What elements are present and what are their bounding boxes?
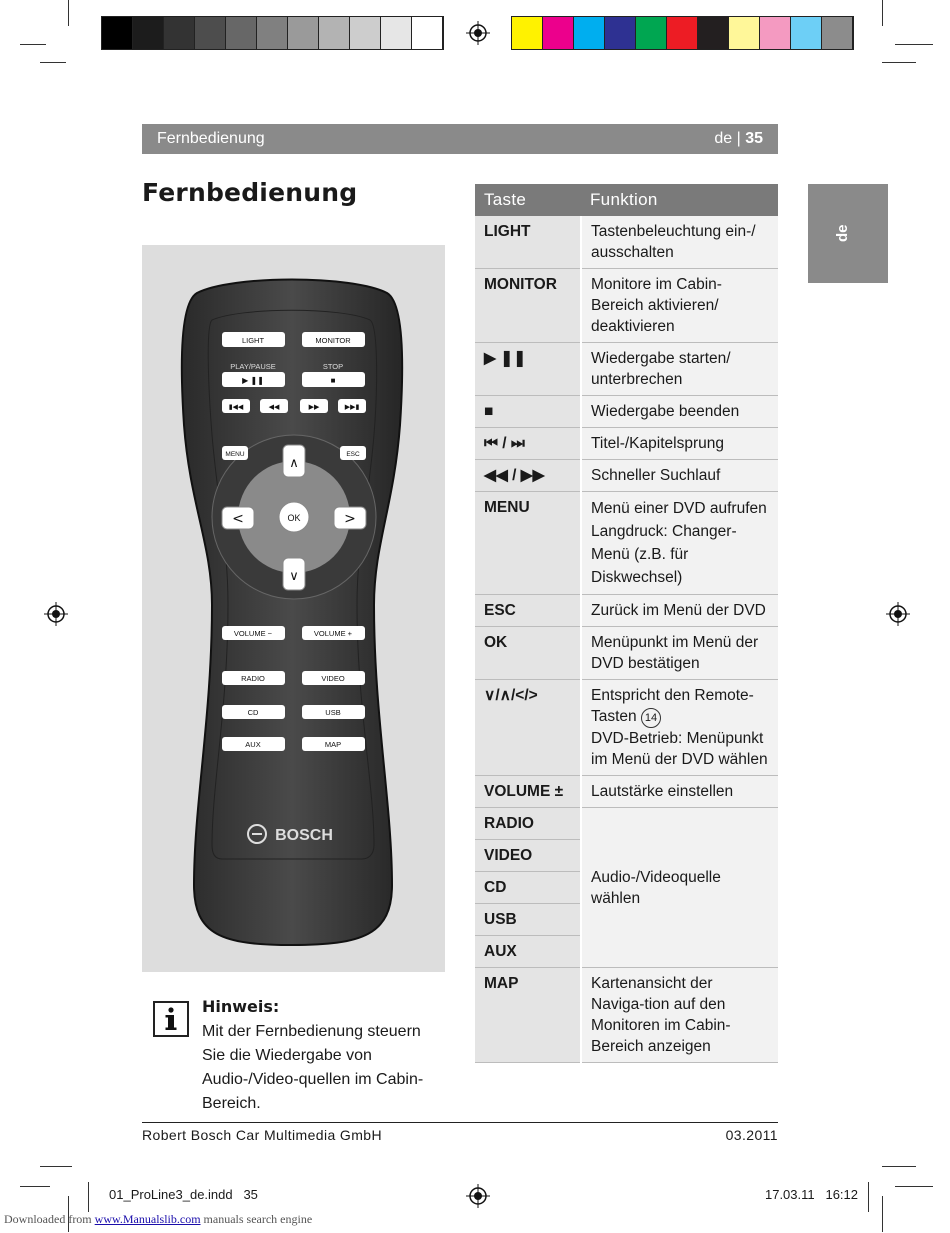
page-title: Fernbedienung bbox=[142, 178, 358, 207]
key-cell: ◀◀ / ▶▶ bbox=[475, 460, 581, 492]
key-cell: OK bbox=[475, 627, 581, 680]
table-row bbox=[475, 216, 778, 269]
arrows-func-b: DVD-Betrieb: Menüpunkt im Menü der DVD wählen bbox=[591, 730, 768, 768]
key-cell: LIGHT bbox=[475, 216, 581, 269]
function-cell: Wiedergabe starten/ unterbrechen bbox=[581, 343, 778, 396]
reference-number: 14 bbox=[641, 708, 661, 728]
remote-vol-minus: VOLUME − bbox=[233, 629, 273, 638]
function-cell: Monitore im Cabin-Bereich aktivieren/ deaktivieren bbox=[581, 269, 778, 343]
grayscale-swatch bbox=[350, 17, 381, 49]
key-cell: USB bbox=[475, 904, 581, 936]
crop-mark bbox=[40, 62, 66, 63]
function-cell: Kartenansicht der Naviga-tion auf den Monitoren im Cabin-Bereich anzeigen bbox=[581, 968, 778, 1063]
crop-mark bbox=[868, 1182, 869, 1212]
grayscale-swatch bbox=[164, 17, 195, 49]
function-cell: Lautstärke einstellen bbox=[581, 776, 778, 808]
remote-ff-glyph: ▶▶ bbox=[308, 404, 320, 411]
registration-mark-icon bbox=[466, 21, 490, 45]
arrows-func-a-text: Entspricht den Remote-Tasten bbox=[591, 687, 754, 725]
grayscale-swatch bbox=[319, 17, 350, 49]
process-swatch bbox=[574, 17, 605, 49]
grayscale-swatch bbox=[288, 17, 319, 49]
table-row bbox=[475, 808, 778, 840]
grayscale-swatch bbox=[102, 17, 133, 49]
grayscale-color-bar bbox=[101, 16, 444, 50]
grayscale-swatch bbox=[226, 17, 257, 49]
crop-mark bbox=[882, 1166, 916, 1167]
crop-mark bbox=[20, 44, 46, 45]
process-swatch bbox=[667, 17, 698, 49]
function-cell bbox=[581, 680, 778, 776]
remote-vol-plus: VOLUME + bbox=[313, 629, 353, 638]
remote-cd: CD bbox=[247, 708, 259, 717]
key-cell: VOLUME ± bbox=[475, 776, 581, 808]
function-cell: Audio-/Videoquelle wählen bbox=[581, 808, 778, 968]
crop-mark bbox=[882, 62, 916, 63]
grayscale-swatch bbox=[257, 17, 288, 49]
function-cell: Schneller Suchlauf bbox=[581, 460, 778, 492]
function-cell: Zurück im Menü der DVD bbox=[581, 595, 778, 627]
info-icon bbox=[153, 1001, 189, 1037]
remote-brand: BOSCH bbox=[275, 827, 333, 844]
grayscale-swatch bbox=[195, 17, 226, 49]
dpad-right-glyph: > bbox=[344, 511, 356, 527]
dpad-left-glyph: < bbox=[232, 511, 244, 527]
remote-esc: ESC bbox=[346, 451, 360, 458]
key-cell: RADIO bbox=[475, 808, 581, 840]
table-row bbox=[475, 343, 778, 396]
key-cell: ▶ ❚❚ bbox=[475, 343, 581, 396]
watermark-link[interactable]: www.Manualslib.com bbox=[94, 1212, 201, 1226]
key-cell: CD bbox=[475, 872, 581, 904]
watermark bbox=[4, 1212, 312, 1227]
remote-play-label: PLAY/PAUSE bbox=[230, 362, 276, 371]
registration-mark-icon bbox=[886, 602, 910, 626]
grayscale-swatch bbox=[412, 17, 443, 49]
function-cell: Titel-/Kapitelsprung bbox=[581, 428, 778, 460]
key-cell: AUX bbox=[475, 936, 581, 968]
key-cell: VIDEO bbox=[475, 840, 581, 872]
process-swatch bbox=[729, 17, 760, 49]
table-row bbox=[475, 396, 778, 428]
slug-timestamp: 17.03.11 16:12 bbox=[764, 1187, 858, 1202]
col-header-key: Taste bbox=[475, 184, 581, 216]
table-row bbox=[475, 269, 778, 343]
process-swatch bbox=[698, 17, 729, 49]
process-swatch bbox=[605, 17, 636, 49]
language-tab-label: de bbox=[834, 224, 851, 242]
function-cell: Menüpunkt im Menü der DVD bestätigen bbox=[581, 627, 778, 680]
footer-date: 03.2011 bbox=[725, 1127, 778, 1143]
menu-func-1: Menü einer DVD aufrufen bbox=[591, 500, 767, 517]
function-cell: Tastenbeleuchtung ein-/ ausschalten bbox=[581, 216, 778, 269]
key-cell: ∨/∧/</> bbox=[475, 680, 581, 776]
header-page-info: de | 35 bbox=[714, 130, 763, 147]
remote-aux: AUX bbox=[245, 740, 261, 749]
process-swatch bbox=[543, 17, 574, 49]
remote-monitor: MONITOR bbox=[315, 336, 351, 345]
watermark-suffix: manuals search engine bbox=[200, 1212, 313, 1226]
note-heading: Hinweis: bbox=[202, 997, 280, 1016]
table-row bbox=[475, 776, 778, 808]
footer-company: Robert Bosch Car Multimedia GmbH bbox=[142, 1127, 382, 1143]
header-lang: de bbox=[714, 130, 733, 147]
function-cell: Wiedergabe beenden bbox=[581, 396, 778, 428]
table-row bbox=[475, 968, 778, 1063]
remote-body bbox=[182, 280, 402, 946]
footer-rule bbox=[142, 1122, 778, 1123]
dpad-down-glyph: ∨ bbox=[289, 569, 299, 584]
process-swatch bbox=[636, 17, 667, 49]
key-cell: ⏮ / ⏭ bbox=[475, 428, 581, 460]
registration-mark-icon bbox=[466, 1184, 490, 1208]
col-header-function: Funktion bbox=[581, 184, 778, 216]
language-tab bbox=[808, 184, 888, 283]
function-table bbox=[475, 184, 778, 1063]
table-row bbox=[475, 595, 778, 627]
dpad-up-glyph: ∧ bbox=[289, 456, 299, 471]
remote-usb: USB bbox=[325, 708, 341, 717]
remote-next-glyph: ▶▶▮ bbox=[344, 404, 360, 411]
key-cell: ■ bbox=[475, 396, 581, 428]
crop-mark bbox=[20, 1186, 50, 1187]
function-cell bbox=[581, 492, 778, 595]
header-section: Fernbedienung bbox=[157, 130, 265, 147]
table-row bbox=[475, 460, 778, 492]
menu-func-2: Langdruck: Changer-Menü (z.B. für Diskwechsel) bbox=[591, 523, 737, 586]
registration-mark-icon bbox=[44, 602, 68, 626]
crop-mark bbox=[882, 1196, 883, 1232]
remote-video: VIDEO bbox=[321, 674, 345, 683]
slug-file: 01_ProLine3_de.indd 35 bbox=[109, 1187, 258, 1202]
remote-prev-glyph: ▮◀◀ bbox=[228, 404, 244, 411]
remote-stop-glyph: ■ bbox=[330, 376, 336, 385]
table-header-row bbox=[475, 184, 778, 216]
table-row bbox=[475, 492, 778, 595]
remote-light: LIGHT bbox=[241, 336, 265, 345]
key-cell: MENU bbox=[475, 492, 581, 595]
table-row bbox=[475, 428, 778, 460]
process-swatch bbox=[512, 17, 543, 49]
remote-radio: RADIO bbox=[241, 674, 265, 683]
remote-illustration bbox=[142, 245, 445, 972]
key-cell: ESC bbox=[475, 595, 581, 627]
process-color-bar bbox=[511, 16, 854, 50]
crop-mark bbox=[40, 1166, 72, 1167]
crop-mark bbox=[895, 44, 933, 45]
crop-mark bbox=[68, 0, 69, 26]
remote-play-glyph: ▶ ❚❚ bbox=[242, 376, 264, 385]
key-cell: MONITOR bbox=[475, 269, 581, 343]
remote-stop-label: STOP bbox=[322, 362, 344, 371]
grayscale-swatch bbox=[381, 17, 412, 49]
process-swatch bbox=[822, 17, 853, 49]
remote-ok: OK bbox=[287, 513, 301, 523]
crop-mark bbox=[882, 0, 883, 26]
key-cell: MAP bbox=[475, 968, 581, 1063]
remote-rew-glyph: ◀◀ bbox=[268, 404, 280, 411]
running-header bbox=[142, 124, 778, 154]
page-number: 35 bbox=[745, 130, 763, 147]
note-text: Mit der Fernbedienung steuern Sie die Wiedergabe von Audio-/Video-quellen im Cabin-Bereich. bbox=[202, 1023, 424, 1112]
watermark-prefix: Downloaded from bbox=[4, 1212, 95, 1226]
process-swatch bbox=[791, 17, 822, 49]
grayscale-swatch bbox=[133, 17, 164, 49]
table-row bbox=[475, 627, 778, 680]
process-swatch bbox=[760, 17, 791, 49]
table-row bbox=[475, 680, 778, 776]
crop-mark bbox=[88, 1182, 89, 1212]
arrows-func-a bbox=[591, 685, 769, 728]
remote-menu: MENU bbox=[225, 451, 245, 458]
remote-map: MAP bbox=[324, 740, 342, 749]
crop-mark bbox=[895, 1186, 933, 1187]
